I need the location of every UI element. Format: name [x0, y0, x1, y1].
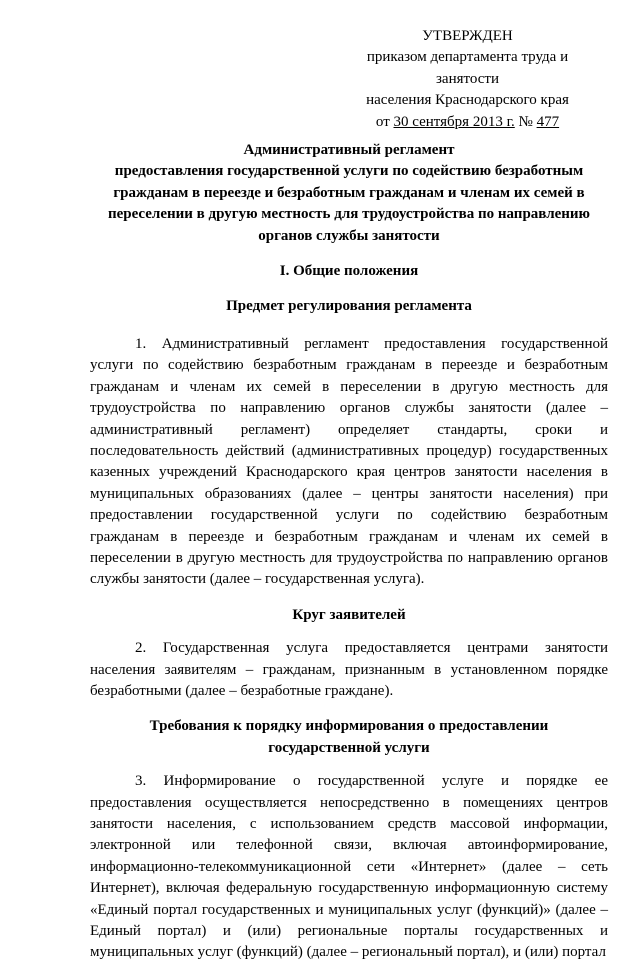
title-line: переселении в другую местность для трудоустройства по направлению — [107, 206, 591, 223]
date-prefix: от — [375, 113, 394, 130]
paragraph-2: 2. Государственная услуга предоставляется центрами занятости населения заявителям – гражданам, признанным в установленном порядке безработными (далее – безработные граждане). — [90, 640, 608, 699]
approval-block — [335, 26, 600, 133]
document-title — [90, 140, 608, 247]
title-line: Административный регламент — [243, 142, 455, 159]
title-line: предоставления государственной услуги по содействию безработным — [114, 163, 584, 180]
paragraph-1: 1. Административный регламент предоставления государственной услуги по содействию безработным гражданам в переезде и безработным гражданам и членам их семей в переселении в другую местность для трудоустройства по направлению органов службы занятости (далее – административный регламент) определяет стандарты, сроки и последовательность действий (административных процедур) государственных казенных учреждений Краснодарского края центров занятости населения в муниципальных образованиях (далее – центры занятости населения) при предоставлении государственной услуги по содействию безработным гражданам в переезде и безработным гражданам и членам их семей в переселении в другую местность для трудоустройства по направлению органов службы занятости (далее – государственная услуга). — [90, 335, 608, 588]
number-prefix: № — [514, 113, 537, 130]
approval-department-line: населения Краснодарского края — [366, 92, 569, 109]
approval-date-line — [335, 112, 600, 133]
approval-number: 477 — [536, 113, 560, 130]
subsection-line: государственной услуги — [268, 739, 430, 756]
paragraph-3: 3. Информирование о государственной услуге и порядке ее предоставления осуществляется непосредственно в помещениях центров занятости населения, с использованием средств массовой информации, электронной или телефонной связи, включая автоинформирование, информационно-телекоммуникационной сети «Интернет» (далее – сеть Интернет), включая федеральную государственную информационную систему «Единый портал государственных и муниципальных услуг (функций)» (далее – Единый портал) и (или) региональные порталы государственных и муниципальных услуг (функций) (далее – региональный портал), и (или) портал — [90, 773, 608, 961]
section-heading: I. Общие положения — [279, 263, 419, 280]
subsection-heading-informing — [90, 716, 608, 759]
title-line: гражданам в переезде и безработным гражданам и членам их семей в — [113, 184, 585, 201]
subsection-heading-applicants: Круг заявителей — [292, 606, 406, 623]
approval-date: 30 сентября 2013 г. — [393, 113, 515, 130]
subsection-heading-subject: Предмет регулирования регламента — [226, 298, 472, 315]
approval-heading: УТВЕРЖДЕН — [422, 28, 513, 44]
approval-order-line: приказом департамента труда и занятости — [366, 49, 569, 87]
title-line: органов службы занятости — [258, 227, 440, 244]
subsection-line: Требования к порядку информирования о предоставлении — [149, 718, 549, 735]
